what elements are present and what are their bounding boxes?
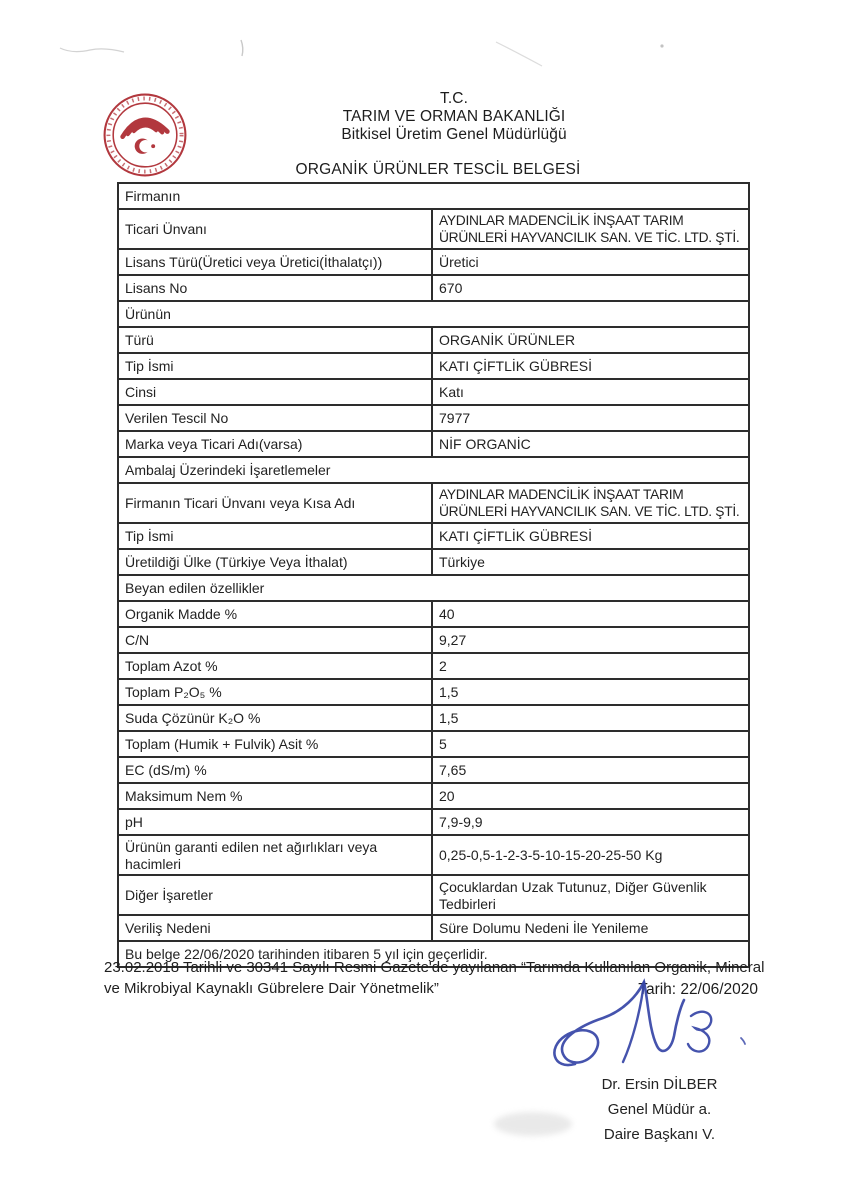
field-label: pH (119, 810, 433, 834)
country-abbr: T.C. (440, 90, 468, 107)
table-row (119, 380, 748, 406)
field-label: Cinsi (119, 380, 433, 404)
field-label: Veriliş Nedeni (119, 916, 433, 940)
validity-note: Bu belge 22/06/2020 tarihinden itibaren 5 yıl için geçerlidir. (125, 946, 488, 963)
table-row (119, 836, 748, 876)
field-value: Katı (439, 384, 464, 401)
field-value: 0,25-0,5-1-2-3-5-10-15-20-25-50 Kg (439, 847, 663, 864)
field-label: Ticari Ünvanı (119, 210, 433, 248)
signer-title-2: Daire Başkanı V. (603, 1126, 716, 1143)
table-row (119, 810, 748, 836)
field-value: KATI ÇİFTLİK GÜBRESİ (439, 528, 592, 545)
field-value: Süre Dolumu Nedeni İle Yenileme (439, 920, 649, 937)
section-label: Beyan edilen özellikler (125, 580, 265, 597)
field-label: Lisans Türü(Üretici veya Üretici(İthalatçı)) (119, 250, 433, 274)
certificate-table (117, 182, 750, 968)
section-label: Ambalaj Üzerindeki İşaretlemeler (125, 462, 331, 479)
table-row (119, 680, 748, 706)
field-label: Türü (119, 328, 433, 352)
directorate-name: Bitkisel Üretim Genel Müdürlüğü (341, 126, 567, 143)
regulation-reference: 23.02.2018 Tarihli ve 30341 Sayılı Resmi Gazete'de yayılanan “Tarımda Kullanılan Organik, Mineral ve Mikrobiyal Kaynaklı Gübrelere Dair Yönetmelik” (104, 959, 765, 997)
field-label: Marka veya Ticari Adı(varsa) (119, 432, 433, 456)
signer-title-1: Genel Müdür a. (607, 1101, 712, 1118)
table-row (119, 484, 748, 524)
table-row (119, 706, 748, 732)
field-value: 1,5 (439, 684, 459, 701)
issue-date: Tarih: 22/06/2020 (638, 981, 758, 998)
field-label: C/N (119, 628, 433, 652)
field-value: 5 (439, 736, 447, 753)
field-value: NİF ORGANİC (439, 436, 531, 453)
field-label: Tip İsmi (119, 524, 433, 548)
section-header-row (119, 184, 748, 210)
table-row (119, 550, 748, 576)
field-value: AYDINLAR MADENCİLİK İNŞAAT TARIM ÜRÜNLERİ HAYVANCILIK SAN. VE TİC. LTD. ŞTİ. (439, 213, 740, 245)
section-header-row (119, 458, 748, 484)
field-value: KATI ÇİFTLİK GÜBRESİ (439, 358, 592, 375)
table-row (119, 654, 748, 680)
signer-block (552, 1072, 767, 1147)
field-value: Türkiye (439, 554, 485, 571)
document-title: ORGANİK ÜRÜNLER TESCİL BELGESİ (295, 161, 581, 178)
field-label: EC (dS/m) % (119, 758, 433, 782)
table-row (119, 210, 748, 250)
scan-marks-decoration (0, 0, 848, 90)
field-value: AYDINLAR MADENCİLİK İNŞAAT TARIM ÜRÜNLERİ HAYVANCILIK SAN. VE TİC. LTD. ŞTİ. (439, 487, 740, 519)
field-value: 7977 (439, 410, 471, 427)
field-value: 20 (439, 788, 455, 805)
field-value: 7,65 (439, 762, 467, 779)
section-label: Ürünün (125, 306, 171, 323)
field-label: Toplam (Humik + Fulvik) Asit % (119, 732, 433, 756)
field-label: Suda Çözünür K₂O % (119, 706, 433, 730)
table-row (119, 916, 748, 942)
field-value: 40 (439, 606, 455, 623)
table-row (119, 406, 748, 432)
field-value: 2 (439, 658, 447, 675)
signer-name: Dr. Ersin DİLBER (601, 1076, 718, 1093)
table-row (119, 276, 748, 302)
section-header-row (119, 302, 748, 328)
ministry-name: TARIM VE ORMAN BAKANLIĞI (342, 108, 566, 125)
table-row (119, 432, 748, 458)
field-label: Verilen Tescil No (119, 406, 433, 430)
field-label: Diğer İşaretler (119, 876, 433, 914)
field-value: 670 (439, 280, 463, 297)
table-row (119, 876, 748, 916)
table-row (119, 784, 748, 810)
field-label: Maksimum Nem % (119, 784, 433, 808)
table-row (119, 732, 748, 758)
field-value: 1,5 (439, 710, 459, 727)
table-row (119, 602, 748, 628)
field-label: Üretildiği Ülke (Türkiye Veya İthalat) (119, 550, 433, 574)
table-row (119, 354, 748, 380)
table-row (119, 524, 748, 550)
field-value: Üretici (439, 254, 479, 271)
field-value: 7,9-9,9 (439, 814, 483, 831)
field-label: Lisans No (119, 276, 433, 300)
field-label: Firmanın Ticari Ünvanı veya Kısa Adı (119, 484, 433, 522)
field-label: Toplam P₂O₅ % (119, 680, 433, 704)
document-header (30, 90, 848, 144)
section-header-row (119, 576, 748, 602)
section-label: Firmanın (125, 188, 181, 205)
field-label: Toplam Azot % (119, 654, 433, 678)
table-row (119, 250, 748, 276)
field-value: 9,27 (439, 632, 467, 649)
table-row (119, 758, 748, 784)
field-value: ORGANİK ÜRÜNLER (439, 332, 576, 349)
field-value: Çocuklardan Uzak Tutunuz, Diğer Güvenlik Tedbirleri (439, 879, 707, 912)
signature (545, 978, 765, 1086)
field-label: Tip İsmi (119, 354, 433, 378)
table-row (119, 628, 748, 654)
field-label: Ürünün garanti edilen net ağırlıkları veya hacimleri (119, 836, 433, 874)
field-label: Organik Madde % (119, 602, 433, 626)
table-row (119, 328, 748, 354)
